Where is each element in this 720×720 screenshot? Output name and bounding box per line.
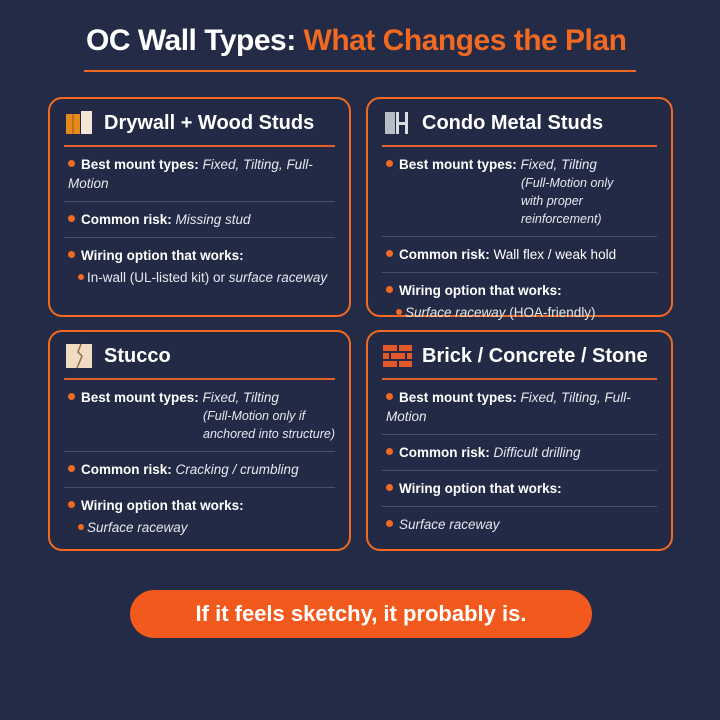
stucco-crack-icon	[64, 343, 94, 369]
card-stucco	[48, 330, 351, 551]
label: Wiring option that works:	[81, 248, 244, 263]
label: Wiring option that works:	[399, 283, 562, 298]
value: Missing stud	[175, 212, 251, 227]
mount-note: anchored into structure)	[203, 427, 336, 441]
card-title: Brick / Concrete / Stone	[422, 344, 648, 367]
card-condo-metal-studs	[366, 97, 673, 320]
mount-note: (Full-Motion only if	[203, 409, 306, 423]
title-divider	[84, 70, 636, 72]
value: Cracking / crumbling	[175, 462, 299, 477]
mount-types-row	[64, 380, 335, 452]
mount-note: with proper reinforcement)	[521, 194, 602, 226]
label: Best mount types:	[81, 390, 199, 405]
value: In-wall (UL-listed kit) or	[87, 270, 229, 285]
title-main: OC Wall Types:	[86, 24, 304, 57]
label: Best mount types:	[81, 157, 199, 172]
page-title	[86, 24, 626, 58]
risk-row	[64, 452, 335, 488]
value-italic: Surface raceway	[405, 305, 506, 320]
cta-banner: If it feels sketchy, it probably is.	[130, 590, 592, 638]
value: Wall flex / weak hold	[493, 247, 617, 262]
wiring-value-row	[382, 507, 657, 542]
metal-stud-icon	[382, 110, 412, 136]
card-title: Drywall + Wood Studs	[104, 111, 315, 134]
mount-types-row	[382, 147, 657, 237]
mount-types-row	[64, 147, 335, 202]
risk-row	[382, 237, 657, 273]
title-accent: What Changes the Plan	[303, 24, 627, 57]
risk-row	[382, 435, 657, 471]
value: Fixed, Tilting, Full-Motion	[386, 390, 631, 424]
label: Wiring option that works:	[81, 498, 244, 513]
value: Fixed, Tilting	[520, 157, 597, 172]
wiring-row	[382, 273, 657, 330]
value: Fixed, Tilting	[202, 390, 279, 405]
brick-icon	[382, 343, 412, 369]
value-italic: Surface raceway	[87, 520, 188, 535]
label: Common risk:	[81, 462, 172, 477]
wiring-row	[382, 471, 657, 507]
label: Wiring option that works:	[399, 481, 562, 496]
card-drywall-wood-studs	[48, 97, 351, 317]
label: Common risk:	[81, 212, 172, 227]
mount-note: (Full-Motion only	[521, 176, 614, 190]
card-brick-concrete-stone	[366, 330, 673, 551]
mount-types-row	[382, 380, 657, 435]
label: Best mount types:	[399, 157, 517, 172]
wiring-row	[64, 238, 335, 295]
value-italic: Surface raceway	[399, 517, 500, 532]
wood-stud-icon	[64, 110, 94, 136]
value: (HOA-friendly)	[505, 305, 596, 320]
card-title: Stucco	[104, 344, 171, 367]
label: Common risk:	[399, 247, 490, 262]
risk-row	[64, 202, 335, 238]
label: Best mount types:	[399, 390, 517, 405]
card-title: Condo Metal Studs	[422, 111, 604, 134]
value-italic: surface raceway	[228, 270, 328, 285]
value: Fixed, Tilting, Full-Motion	[68, 157, 313, 191]
label: Common risk:	[399, 445, 490, 460]
value: Difficult drilling	[493, 445, 581, 460]
wiring-row	[64, 488, 335, 545]
